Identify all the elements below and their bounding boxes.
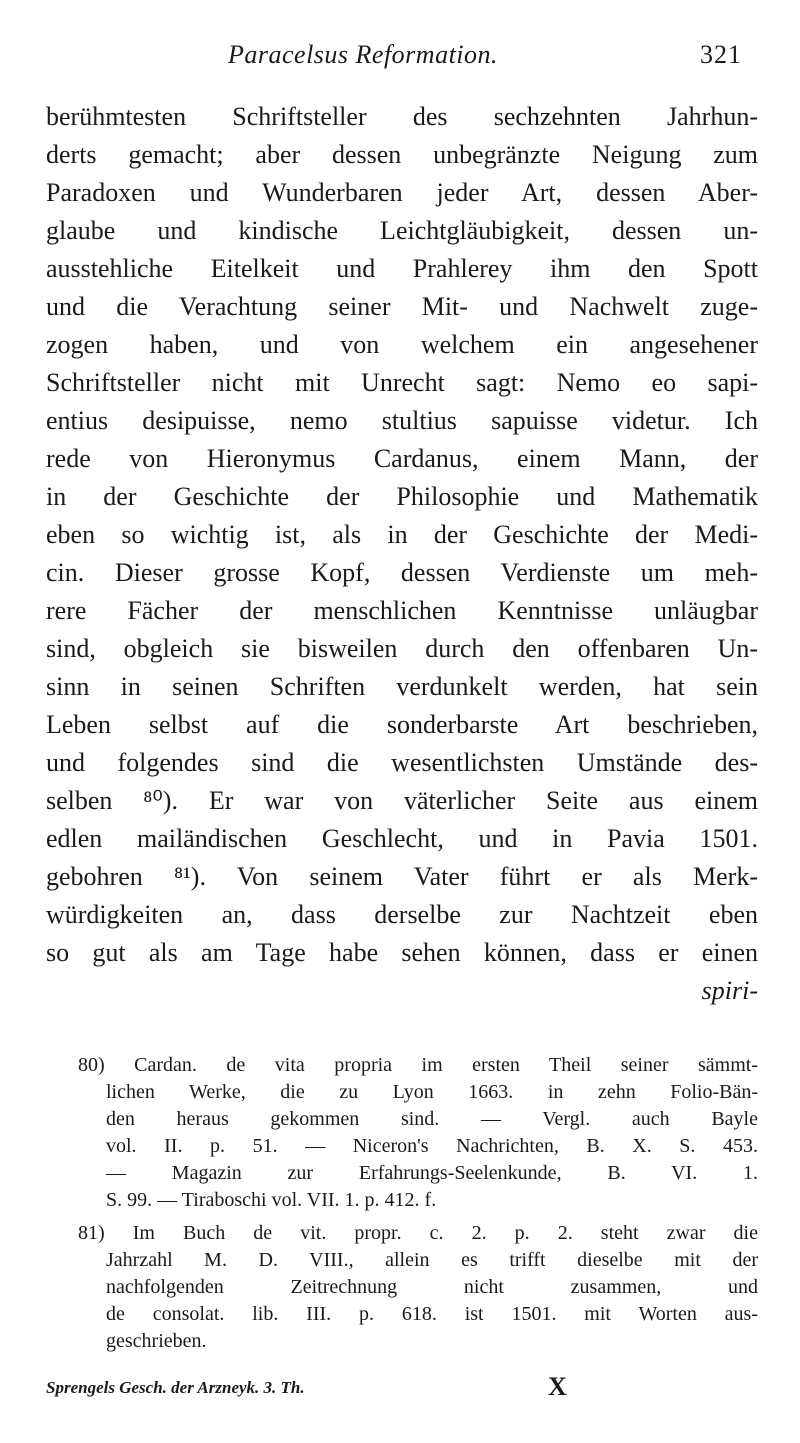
running-title: Paracelsus Reformation.	[228, 40, 499, 69]
footnote-81-line: 81) Im Buch de vit. propr. c. 2. p. 2. steht zwar die	[78, 1222, 758, 1244]
text-line: sinn in seinen Schriften verdunkelt werden, hat sein	[46, 672, 758, 701]
footnote-80-line: den heraus gekommen sind. — Vergl. auch Bayle	[106, 1108, 758, 1130]
footnote-80-line: — Magazin zur Erfahrungs-Seelenkunde, B. VI. 1.	[106, 1162, 758, 1184]
signature-letter: X	[548, 1372, 567, 1401]
text-line: derts gemacht; aber dessen unbegränzte Neigung zum	[46, 140, 758, 169]
footnote-80-line: 80) Cardan. de vita propria im ersten Theil seiner sämmt-	[78, 1054, 758, 1076]
text-line: glaube und kindische Leichtgläubigkeit, dessen un-	[46, 216, 758, 245]
text-line: Schriftsteller nicht mit Unrecht sagt: Nemo eo sapi-	[46, 368, 758, 397]
text-line: und die Verachtung seiner Mit- und Nachwelt zuge-	[46, 292, 758, 321]
text-line: rede von Hieronymus Cardanus, einem Mann, der	[46, 444, 758, 473]
footnote-81-line: nachfolgenden Zeitrechnung nicht zusammen, und	[106, 1276, 758, 1298]
page-number: 321	[700, 40, 742, 69]
footnote-81-line: geschrieben.	[106, 1330, 207, 1352]
catchword: spiri-	[701, 976, 758, 1005]
text-line: in der Geschichte der Philosophie und Mathematik	[46, 482, 758, 511]
text-line: entius desipuisse, nemo stultius sapuisse videtur. Ich	[46, 406, 758, 435]
footnote-81-line: de consolat. lib. III. p. 618. ist 1501. mit Worten aus-	[106, 1303, 758, 1325]
text-line: berühmtesten Schriftsteller des sechzehnten Jahrhun-	[46, 102, 758, 131]
footnote-81-line: Jahrzahl M. D. VIII., allein es trifft dieselbe mit der	[106, 1249, 758, 1271]
signature-mark: Sprengels Gesch. der Arzneyk. 3. Th.	[46, 1378, 305, 1397]
text-line: so gut als am Tage habe sehen können, dass er einen	[46, 938, 758, 967]
text-line: sind, obgleich sie bisweilen durch den offenbaren Un-	[46, 634, 758, 663]
text-line: ausstehliche Eitelkeit und Prahlerey ihm den Spott	[46, 254, 758, 283]
text-line: Paradoxen und Wunderbaren jeder Art, dessen Aber-	[46, 178, 758, 207]
text-line: rere Fächer der menschlichen Kenntnisse unläugbar	[46, 596, 758, 625]
page-header	[0, 36, 800, 76]
text-line: eben so wichtig ist, als in der Geschichte der Medi-	[46, 520, 758, 549]
text-line: cin. Dieser grosse Kopf, dessen Verdienste um meh-	[46, 558, 758, 587]
text-line: und folgendes sind die wesentlichsten Umstände des-	[46, 748, 758, 777]
footnote-80-line: vol. II. p. 51. — Niceron's Nachrichten, B. X. S. 453.	[106, 1135, 758, 1157]
text-line: zogen haben, und von welchem ein angesehener	[46, 330, 758, 359]
footnote-80-line: S. 99. — Tiraboschi vol. VII. 1. p. 412. f.	[106, 1189, 437, 1211]
page-footer	[0, 1372, 800, 1408]
text-line: Leben selbst auf die sonderbarste Art beschrieben,	[46, 710, 758, 739]
footnote-80-line: lichen Werke, die zu Lyon 1663. in zehn Folio-Bän-	[106, 1081, 758, 1103]
text-line: gebohren ⁸¹). Von seinem Vater führt er als Merk-	[46, 862, 758, 891]
text-line: würdigkeiten an, dass derselbe zur Nachtzeit eben	[46, 900, 758, 929]
text-line: selben ⁸⁰). Er war von väterlicher Seite aus einem	[46, 786, 758, 815]
text-line: edlen mailändischen Geschlecht, und in Pavia 1501.	[46, 824, 758, 853]
